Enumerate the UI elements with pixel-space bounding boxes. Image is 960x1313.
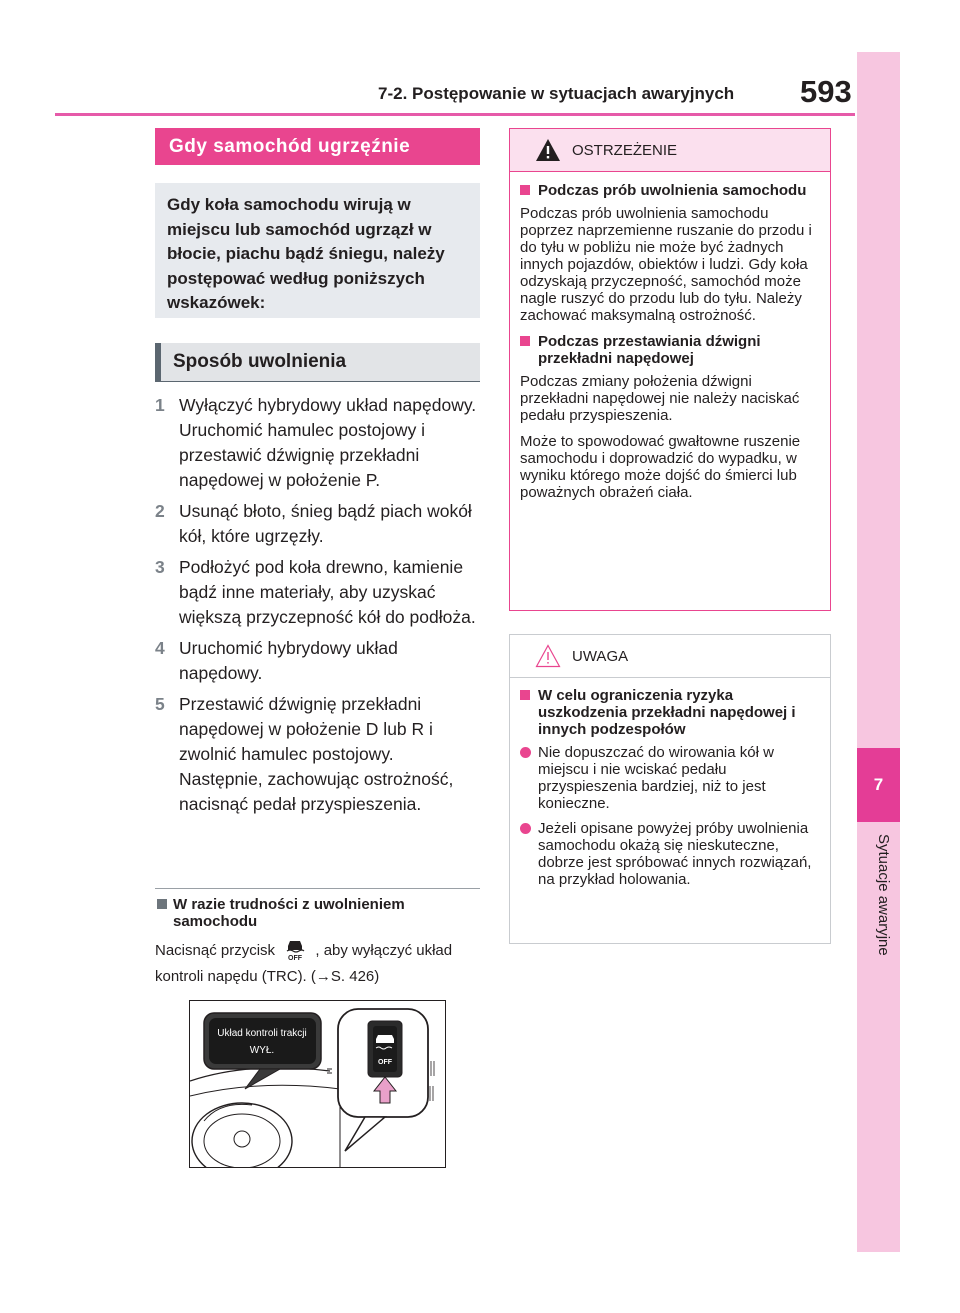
caution-title: UWAGA [572,648,629,665]
note-heading [155,896,480,930]
warning-subheading-text: Podczas przestawiania dźwigni przekładni napędowej [538,333,761,367]
caution-bullet-text: Nie dopuszczać do wirowania kół w miejscu i nie wciskać pedału przyspieszenia bardziej, niż to jest konieczne. [538,744,774,812]
dashboard-figure [189,1000,446,1168]
step-item [155,692,480,817]
trc-off-label: OFF [288,955,303,961]
display-line-1: Układ kontroli trakcji [217,1028,307,1039]
square-bullet-icon [520,185,530,195]
caution-header [510,635,830,678]
chapter-side-tab [857,52,900,1252]
square-bullet-icon [520,690,530,700]
chapter-tab-label: Sytuacje awaryjne [875,834,892,956]
warning-subheading-text: Podczas prób uwolnienia samochodu [538,182,807,199]
caution-subheading [520,687,820,738]
display-line-2: WYŁ. [249,1045,275,1056]
step-number: 5 [155,694,165,714]
note-text [155,938,480,990]
step-number: 2 [155,501,165,521]
step-text: Przestawić dźwignię przekładni napędowej w położenie D lub R i zwolnić hamulec postojowy. Następnie, zachowując ostrożność, nacisnąć pedał przyspieszenia. [179,694,454,814]
step-text: Wyłączyć hybrydowy układ napędowy. Uruchomić hamulec postojowy i przestawić dźwignię przekładni napędowej w położenie P. [179,395,477,490]
warning-body [520,182,820,510]
warning-subheading [520,182,820,199]
warning-paragraph: Podczas prób uwolnienia samochodu poprzez naprzemienne ruszanie do przodu i do tyłu w pobliżu nie może być żadnych innych pojazdów, obiektów i ludzi. Gdy koła odzyskają przyczepność, samochód może nagle ruszyć do przodu lub do tyłu. Należy zachować maksymalną ostrożność. [520,205,812,324]
trc-off-button-icon [282,939,308,961]
step-text: Uruchomić hybrydowy układ napędowy. [179,638,398,683]
step-number: 1 [155,395,165,415]
step-item [155,393,480,493]
step-item [155,636,480,686]
note-heading-text: W razie trudności z uwolnieniem samochodu [173,896,405,930]
header-title: 7-2. Postępowanie w sytuacjach awaryjnych [378,84,735,103]
dashboard-illustration [190,1001,446,1168]
caution-bullet [520,820,820,888]
page-number: 593 [800,74,852,109]
note-text-before: Nacisnąć przycisk [155,942,276,959]
step-item [155,555,480,630]
intro-box: Gdy koła samochodu wirują w miejscu lub samochód ugrzązł w błocie, piachu bądź śniegu, należy postępować według poniższych wskazówek: [155,183,480,318]
caution-bullet-text: Jeżeli opisane powyżej próby uwolnienia samochodu okażą się nieskuteczne, dobrze jest spróbować innych rozwiązań, na przykład holowania. [538,820,812,888]
step-text: Podłożyć pod koła drewno, kamienie bądź inne materiały, aby uzyskać większą przyczepność kół do podłoża. [179,557,476,627]
steps-list [155,393,480,823]
step-item [155,499,480,549]
caution-subheading-text: W celu ograniczenia ryzyka uszkodzenia przekładni napędowej i innych podzespołów [538,687,796,738]
header-rule [55,113,855,116]
switch-off-label: OFF [378,1059,392,1066]
warning-header [510,129,830,172]
chapter-tab-number[interactable]: 7 [857,748,900,822]
caution-bullet [520,744,820,812]
warning-subheading [520,333,820,367]
step-text: Usunąć błoto, śnieg bądź piach wokół kół, które ugrzęzły. [179,501,472,546]
caution-box [509,634,831,944]
warning-paragraph: Może to spowodować gwałtowne ruszenie samochodu i doprowadzić do wypadku, w wyniku którego może dojść do śmierci lub poważnych obrażeń ciała. [520,433,801,501]
steering-wheel-icon [192,1103,292,1168]
note-text-after: , aby wyłączyć układ kontroli napędu (TRC). (→S. 426) [155,942,453,985]
warning-box [509,128,831,611]
round-bullet-icon [520,747,531,758]
caution-triangle-icon [535,644,561,668]
note-divider [155,888,480,889]
square-bullet-icon [157,899,167,909]
warning-paragraph: Podczas zmiany położenia dźwigni przekładni napędowej nie należy naciskać pedału przyspieszenia. [520,373,800,424]
subsection-title: Sposób uwolnienia [155,343,480,381]
step-number: 4 [155,638,165,658]
warning-title: OSTRZEŻENIE [572,142,678,159]
section-title: Gdy samochód ugrzęźnie [155,128,480,165]
warning-triangle-icon [535,138,561,162]
square-bullet-icon [520,336,530,346]
subsection-rule [155,381,480,382]
round-bullet-icon [520,823,531,834]
step-number: 3 [155,557,165,577]
caution-body [520,687,820,896]
